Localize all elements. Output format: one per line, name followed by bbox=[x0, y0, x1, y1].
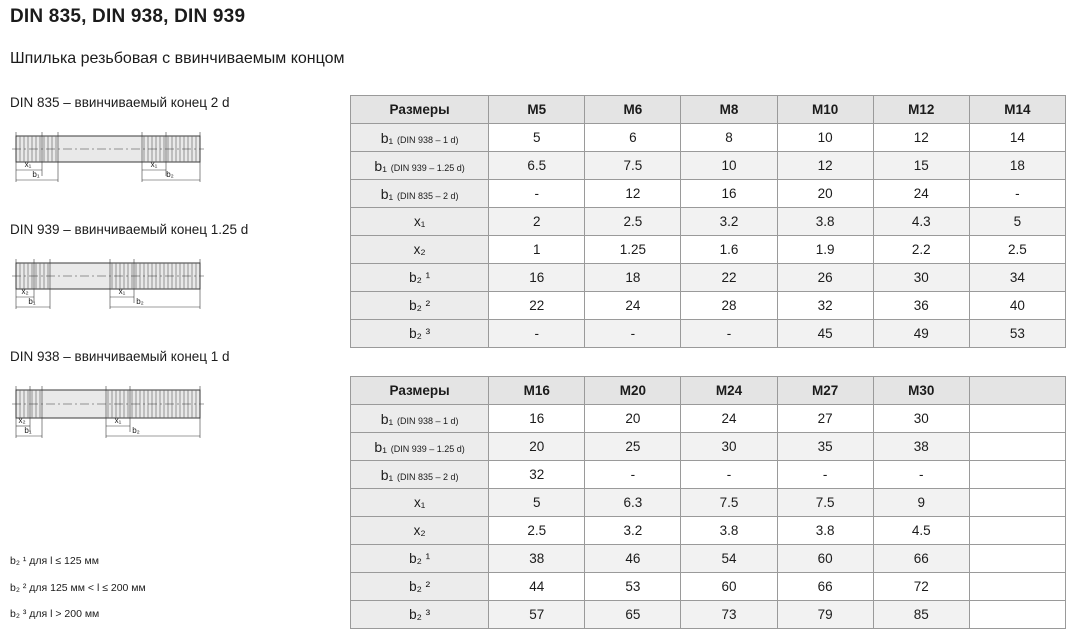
cell: 8 bbox=[681, 124, 777, 152]
cell: 12 bbox=[777, 152, 873, 180]
cell: 1.25 bbox=[585, 236, 681, 264]
cell: 2.5 bbox=[969, 236, 1065, 264]
cell: - bbox=[969, 180, 1065, 208]
table-row bbox=[351, 292, 1066, 320]
row-label: x₁ bbox=[351, 489, 489, 517]
cell: 3.8 bbox=[777, 517, 873, 545]
cell: 2.2 bbox=[873, 236, 969, 264]
cell: 32 bbox=[777, 292, 873, 320]
cell: 16 bbox=[681, 180, 777, 208]
figure-din939 bbox=[8, 222, 338, 335]
dim-x1-right: x₁ bbox=[150, 160, 158, 169]
dim-x1-right: x₁ bbox=[118, 287, 126, 296]
cell: 1 bbox=[489, 236, 585, 264]
drawing-din835 bbox=[8, 118, 338, 208]
figure-caption: DIN 939 – ввинчиваемый конец 1.25 d bbox=[10, 222, 249, 237]
col-header-m27: M27 bbox=[777, 377, 873, 405]
table-row bbox=[351, 236, 1066, 264]
cell: - bbox=[585, 461, 681, 489]
cell: - bbox=[585, 320, 681, 348]
cell: 16 bbox=[489, 405, 585, 433]
cell: 25 bbox=[585, 433, 681, 461]
dim-b2: b₂ bbox=[136, 297, 144, 306]
row-label: b₂ ¹ bbox=[351, 545, 489, 573]
dimensions-table-metric-small bbox=[350, 95, 1066, 348]
cell: - bbox=[777, 461, 873, 489]
row-label: b₁ (DIN 835 – 2 d) bbox=[351, 180, 489, 208]
table-row bbox=[351, 601, 1066, 629]
dim-b1: b₁ bbox=[32, 170, 40, 179]
cell: 32 bbox=[489, 461, 585, 489]
cell: 24 bbox=[585, 292, 681, 320]
col-header-m10: M10 bbox=[777, 96, 873, 124]
cell: 22 bbox=[489, 292, 585, 320]
cell: 10 bbox=[777, 124, 873, 152]
col-header-m6: M6 bbox=[585, 96, 681, 124]
cell: 34 bbox=[969, 264, 1065, 292]
table-row bbox=[351, 152, 1066, 180]
cell: 2.5 bbox=[489, 517, 585, 545]
cell: 3.2 bbox=[585, 517, 681, 545]
row-label: b₁ (DIN 939 – 1.25 d) bbox=[351, 152, 489, 180]
figure-caption: DIN 835 – ввинчиваемый конец 2 d bbox=[10, 95, 230, 110]
dim-b1: b₁ bbox=[28, 297, 36, 306]
cell: 26 bbox=[777, 264, 873, 292]
cell: 35 bbox=[777, 433, 873, 461]
table-row bbox=[351, 180, 1066, 208]
cell: 1.9 bbox=[777, 236, 873, 264]
footnote-1: b₂ ¹ для l ≤ 125 мм bbox=[10, 555, 99, 567]
cell: - bbox=[489, 320, 585, 348]
dim-x2-left: x₂ bbox=[21, 287, 29, 296]
cell: 7.5 bbox=[777, 489, 873, 517]
din938-drawing-svg bbox=[8, 372, 208, 464]
row-label: b₂ ³ bbox=[351, 601, 489, 629]
cell-blank bbox=[969, 545, 1065, 573]
cell: 12 bbox=[585, 180, 681, 208]
cell: 18 bbox=[585, 264, 681, 292]
cell: 72 bbox=[873, 573, 969, 601]
col-header-m30: M30 bbox=[873, 377, 969, 405]
figure-din835 bbox=[8, 95, 338, 208]
col-header-m16: M16 bbox=[489, 377, 585, 405]
cell-blank bbox=[969, 433, 1065, 461]
cell: 49 bbox=[873, 320, 969, 348]
row-label: b₁ (DIN 835 – 2 d) bbox=[351, 461, 489, 489]
table-row bbox=[351, 405, 1066, 433]
col-header-m14: M14 bbox=[969, 96, 1065, 124]
cell: 38 bbox=[873, 433, 969, 461]
cell: 20 bbox=[585, 405, 681, 433]
table-header-row bbox=[351, 96, 1066, 124]
row-label: x₂ bbox=[351, 517, 489, 545]
cell: 54 bbox=[681, 545, 777, 573]
cell: 4.5 bbox=[873, 517, 969, 545]
drawing-din938 bbox=[8, 372, 338, 464]
cell: 44 bbox=[489, 573, 585, 601]
cell: 30 bbox=[873, 264, 969, 292]
cell: 30 bbox=[681, 433, 777, 461]
footnotes bbox=[10, 556, 146, 636]
cell: 65 bbox=[585, 601, 681, 629]
col-header-m24: M24 bbox=[681, 377, 777, 405]
cell: - bbox=[681, 461, 777, 489]
cell: 38 bbox=[489, 545, 585, 573]
table-row bbox=[351, 320, 1066, 348]
table-row bbox=[351, 208, 1066, 236]
cell: 66 bbox=[873, 545, 969, 573]
table-header-row bbox=[351, 377, 1066, 405]
cell: 40 bbox=[969, 292, 1065, 320]
footnote-3: b₂ ³ для l > 200 мм bbox=[10, 608, 100, 620]
cell: 6 bbox=[585, 124, 681, 152]
drawing-din939 bbox=[8, 245, 338, 335]
cell: 45 bbox=[777, 320, 873, 348]
cell: 2 bbox=[489, 208, 585, 236]
cell: - bbox=[873, 461, 969, 489]
cell: 27 bbox=[777, 405, 873, 433]
cell: 60 bbox=[681, 573, 777, 601]
cell: 7.5 bbox=[585, 152, 681, 180]
table-row bbox=[351, 489, 1066, 517]
row-label: b₁ (DIN 938 – 1 d) bbox=[351, 124, 489, 152]
cell: 10 bbox=[681, 152, 777, 180]
row-label: x₂ bbox=[351, 236, 489, 264]
col-header-blank bbox=[969, 377, 1065, 405]
page-title: DIN 835, DIN 938, DIN 939 bbox=[10, 6, 246, 27]
dim-b2: b₂ bbox=[166, 170, 174, 179]
cell: 66 bbox=[777, 573, 873, 601]
cell: 9 bbox=[873, 489, 969, 517]
cell: 18 bbox=[969, 152, 1065, 180]
table-row bbox=[351, 461, 1066, 489]
row-label: b₂ ² bbox=[351, 292, 489, 320]
col-header-m20: M20 bbox=[585, 377, 681, 405]
cell: 16 bbox=[489, 264, 585, 292]
din835-drawing-svg bbox=[8, 118, 208, 208]
cell: 36 bbox=[873, 292, 969, 320]
cell: 30 bbox=[873, 405, 969, 433]
cell: 14 bbox=[969, 124, 1065, 152]
table-row bbox=[351, 433, 1066, 461]
cell: 7.5 bbox=[681, 489, 777, 517]
cell: 6.5 bbox=[489, 152, 585, 180]
cell: 6.3 bbox=[585, 489, 681, 517]
cell: 15 bbox=[873, 152, 969, 180]
cell: 20 bbox=[777, 180, 873, 208]
cell: - bbox=[489, 180, 585, 208]
cell: 73 bbox=[681, 601, 777, 629]
col-header-m8: M8 bbox=[681, 96, 777, 124]
cell-blank bbox=[969, 461, 1065, 489]
cell: 53 bbox=[585, 573, 681, 601]
col-header-m5: M5 bbox=[489, 96, 585, 124]
dim-b2: b₂ bbox=[132, 426, 140, 435]
row-label: b₁ (DIN 938 – 1 d) bbox=[351, 405, 489, 433]
row-label: b₂ ² bbox=[351, 573, 489, 601]
cell: 22 bbox=[681, 264, 777, 292]
col-header-sizes: Размеры bbox=[351, 377, 489, 405]
cell: 20 bbox=[489, 433, 585, 461]
cell: 24 bbox=[873, 180, 969, 208]
cell-blank bbox=[969, 573, 1065, 601]
footnote-2: b₂ ² для 125 мм < l ≤ 200 мм bbox=[10, 581, 146, 594]
cell: 12 bbox=[873, 124, 969, 152]
cell: 28 bbox=[681, 292, 777, 320]
cell-blank bbox=[969, 405, 1065, 433]
cell: 24 bbox=[681, 405, 777, 433]
row-label: b₂ ¹ bbox=[351, 264, 489, 292]
row-label: b₂ ³ bbox=[351, 320, 489, 348]
dim-x1-left: x₁ bbox=[24, 160, 32, 169]
cell: 85 bbox=[873, 601, 969, 629]
cell: 57 bbox=[489, 601, 585, 629]
cell: 3.8 bbox=[777, 208, 873, 236]
cell: 4.3 bbox=[873, 208, 969, 236]
cell: 60 bbox=[777, 545, 873, 573]
table-row bbox=[351, 264, 1066, 292]
col-header-m12: M12 bbox=[873, 96, 969, 124]
row-label: b₁ (DIN 939 – 1.25 d) bbox=[351, 433, 489, 461]
page-subtitle: Шпилька резьбовая с ввинчиваемым концом bbox=[10, 50, 345, 67]
cell: 1.6 bbox=[681, 236, 777, 264]
din939-drawing-svg bbox=[8, 245, 208, 335]
cell-blank bbox=[969, 601, 1065, 629]
figures-column bbox=[8, 95, 338, 474]
cell-blank bbox=[969, 489, 1065, 517]
cell: - bbox=[681, 320, 777, 348]
dim-x1-right: x₁ bbox=[114, 416, 122, 425]
table-row bbox=[351, 573, 1066, 601]
col-header-sizes: Размеры bbox=[351, 96, 489, 124]
table-row bbox=[351, 545, 1066, 573]
dimensions-table-metric-large bbox=[350, 376, 1066, 629]
cell: 3.2 bbox=[681, 208, 777, 236]
cell: 53 bbox=[969, 320, 1065, 348]
figure-caption: DIN 938 – ввинчиваемый конец 1 d bbox=[10, 349, 230, 364]
cell: 3.8 bbox=[681, 517, 777, 545]
table-row bbox=[351, 124, 1066, 152]
cell: 79 bbox=[777, 601, 873, 629]
cell: 2.5 bbox=[585, 208, 681, 236]
row-label: x₁ bbox=[351, 208, 489, 236]
cell: 5 bbox=[969, 208, 1065, 236]
dim-x2-left: x₂ bbox=[18, 416, 26, 425]
dim-b1: b₁ bbox=[24, 426, 32, 435]
cell: 46 bbox=[585, 545, 681, 573]
table-row bbox=[351, 517, 1066, 545]
cell-blank bbox=[969, 517, 1065, 545]
cell: 5 bbox=[489, 489, 585, 517]
figure-din938 bbox=[8, 349, 338, 464]
cell: 5 bbox=[489, 124, 585, 152]
